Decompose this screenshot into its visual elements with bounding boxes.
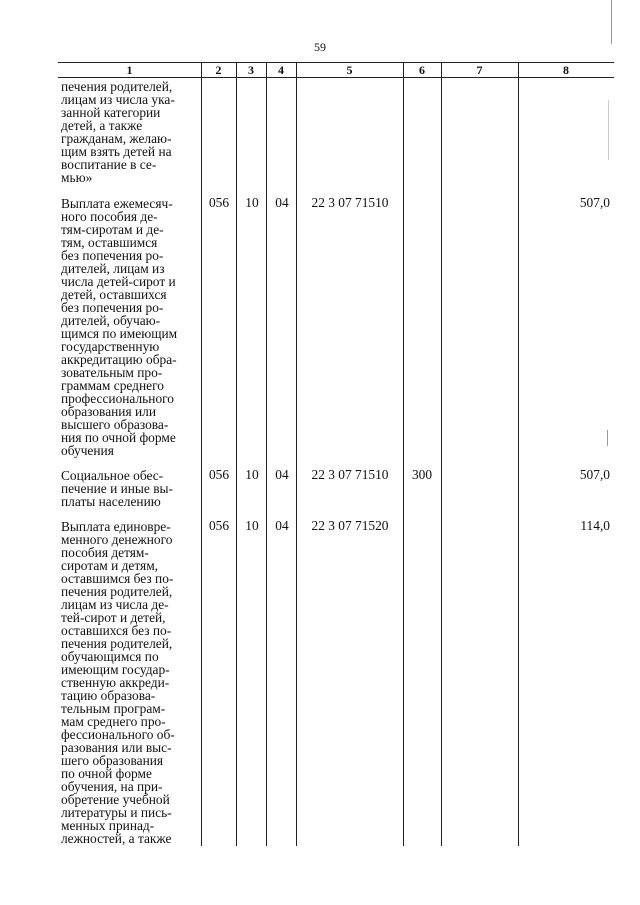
row-col5: 22 3 07 71520 [311,518,389,533]
header-col-5: 5 [346,63,353,77]
continuation-text: печения родителей, лицам из числа ука- занной категории детей, а также гражданам, желаю- щим взять детей на воспитание в се- мью» [61,79,175,185]
column-divider [518,62,519,846]
row-col4: 04 [275,467,289,482]
row-col5: 22 3 07 71510 [311,467,389,482]
header-col-6: 6 [419,63,425,77]
row-col3: 10 [245,195,259,210]
row-col4: 04 [275,195,289,210]
row-description: Выплата единовре- менного денежного пособия детям- сиротам и детям, оставшимся без по- печения родителей, лицам из числа де- тей-сирот и детей, оставшихся без по- печения родителей, обучающимся по имеющим государ- ственную аккреди- тацию образова- тельным програм- мам среднего про- фессионального об- разования или выс- шего образования по очной форме обучения, на при- обретение учебной литературы и пись- менных принад- лежностей, а также [61,519,175,846]
row-col8: 507,0 [579,195,610,210]
column-divider [201,62,202,846]
header-col-7: 7 [476,63,483,77]
header-col-3: 3 [248,63,254,77]
row-col8: 507,0 [579,467,610,482]
row-description: Выплата ежемесяч- ного пособия де- тям-сиротам и де- тям, оставшимся без попечения ро- дителей, лицам из числа детей-сирот и детей, оставшихся без попечения ро- дителей, обучаю- щимся по имеющим государственную аккредитацию обра- зовательным про- граммам среднего профессионального образования или высшего образова- ния по очной форме обучения [61,196,178,458]
scan-edge-mark [607,430,608,446]
header-col-1: 1 [126,63,133,77]
row-col3: 10 [245,518,259,533]
page-number: 59 [314,40,326,54]
header-col-2: 2 [215,63,222,77]
header-col-4: 4 [278,63,284,77]
row-col4: 04 [275,518,289,533]
row-col6: 300 [411,467,433,482]
column-divider [266,62,267,846]
row-col2: 056 [208,467,230,482]
column-divider [236,62,237,846]
row-col8: 114,0 [580,518,610,533]
column-divider [441,62,442,846]
scan-edge-mark [611,0,612,44]
scan-edge-mark [608,100,609,160]
row-col2: 056 [208,195,230,210]
column-divider [403,62,404,846]
row-col3: 10 [245,467,259,482]
row-col2: 056 [208,518,230,533]
header-col-8: 8 [563,63,569,77]
column-divider [296,62,297,846]
row-col5: 22 3 07 71510 [311,195,389,210]
row-description: Социальное обес- печение и иные вы- платы населению [61,468,173,509]
